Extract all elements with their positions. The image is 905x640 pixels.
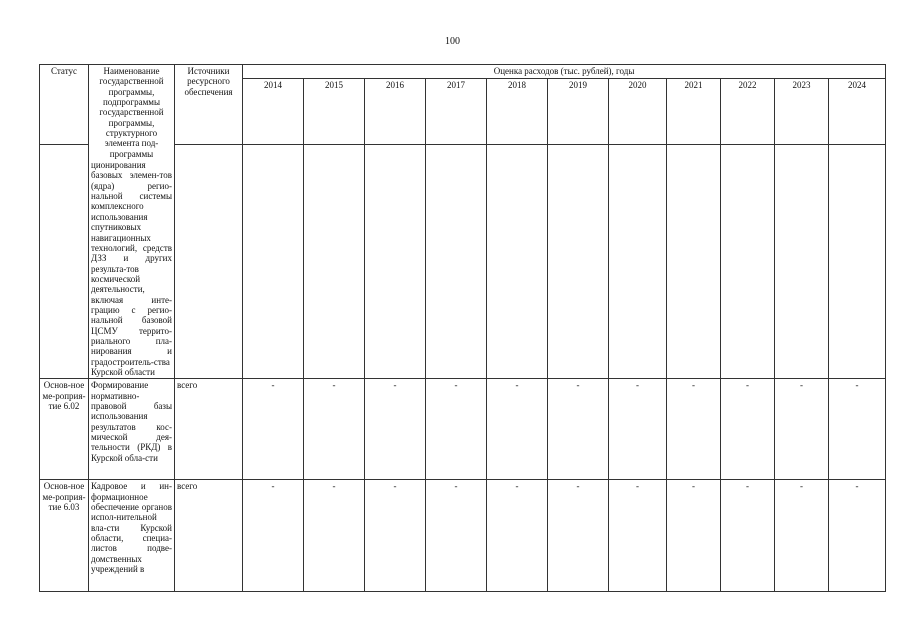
empty-cell xyxy=(304,145,365,379)
year-cell: 2022 xyxy=(721,78,775,145)
empty-cell xyxy=(609,145,667,379)
empty-cell xyxy=(365,145,426,379)
empty-cell xyxy=(40,145,89,379)
empty-cell xyxy=(426,145,487,379)
header-status: Статус xyxy=(40,65,89,145)
year-cell: 2018 xyxy=(487,78,548,145)
year-cell: 2020 xyxy=(609,78,667,145)
empty-cell xyxy=(775,145,829,379)
empty-cell xyxy=(243,145,304,379)
value-cell: - xyxy=(829,480,886,592)
row-status: Основ-ное ме-роприя-тие 6.03 xyxy=(40,480,89,592)
year-cell: 2014 xyxy=(243,78,304,145)
budget-table xyxy=(39,64,886,592)
value-cell: - xyxy=(243,379,304,480)
empty-cell xyxy=(548,145,609,379)
row-status: Основ-ное ме-роприя-тие 6.02 xyxy=(40,379,89,480)
year-cell: 2016 xyxy=(365,78,426,145)
value-cell: - xyxy=(548,480,609,592)
row-name: Формирование нормативно-правовой базы использования результатов кос-мической дея-тельности (РКД) в Курской обла-сти xyxy=(89,379,175,480)
year-cell: 2024 xyxy=(829,78,886,145)
value-cell: - xyxy=(667,480,721,592)
header-name-cell xyxy=(89,65,175,379)
row-source: всего xyxy=(175,379,243,480)
value-cell: - xyxy=(365,480,426,592)
value-cell: - xyxy=(609,480,667,592)
header-sources: Источники ресурсного обеспечения xyxy=(175,65,243,145)
value-cell: - xyxy=(775,379,829,480)
value-cell: - xyxy=(243,480,304,592)
table-row xyxy=(40,480,886,592)
header-expenses: Оценка расходов (тыс. рублей), годы xyxy=(243,65,886,79)
empty-cell xyxy=(667,145,721,379)
continuation-name-text: ционирования базовых элемен-тов (ядра) регио-нальной системы комплексного использования спутниковых навигационных технологий, средств ДЗЗ и других результа-тов космической деятельности, включая инте-грацию с регио-нальной базовой ЦСМУ террито-риального пла-нирования и градостроитель-ства Курской области xyxy=(91,160,172,377)
empty-cell xyxy=(829,145,886,379)
value-cell: - xyxy=(487,480,548,592)
value-cell: - xyxy=(721,379,775,480)
row-source: всего xyxy=(175,480,243,592)
value-cell: - xyxy=(304,379,365,480)
year-cell: 2021 xyxy=(667,78,721,145)
page-number: 100 xyxy=(445,36,460,47)
value-cell: - xyxy=(775,480,829,592)
row-name: Кадровое и ин-формационное обеспечение органов испол-нительной вла-сти Курской области, специа-листов подве-домственных учреждений в xyxy=(89,480,175,592)
header-row-1 xyxy=(40,65,886,79)
empty-cell xyxy=(487,145,548,379)
table-row xyxy=(40,379,886,480)
year-cell: 2015 xyxy=(304,78,365,145)
value-cell: - xyxy=(487,379,548,480)
header-name: Наименование государственной программы, подпрограммы государственной программы, структурного элемента под-программы xyxy=(99,66,164,159)
value-cell: - xyxy=(365,379,426,480)
value-cell: - xyxy=(829,379,886,480)
value-cell: - xyxy=(426,480,487,592)
value-cell: - xyxy=(304,480,365,592)
value-cell: - xyxy=(667,379,721,480)
year-cell: 2023 xyxy=(775,78,829,145)
value-cell: - xyxy=(721,480,775,592)
year-cell: 2017 xyxy=(426,78,487,145)
value-cell: - xyxy=(426,379,487,480)
value-cell: - xyxy=(548,379,609,480)
value-cell: - xyxy=(609,379,667,480)
year-cell: 2019 xyxy=(548,78,609,145)
empty-cell xyxy=(721,145,775,379)
empty-cell xyxy=(175,145,243,379)
